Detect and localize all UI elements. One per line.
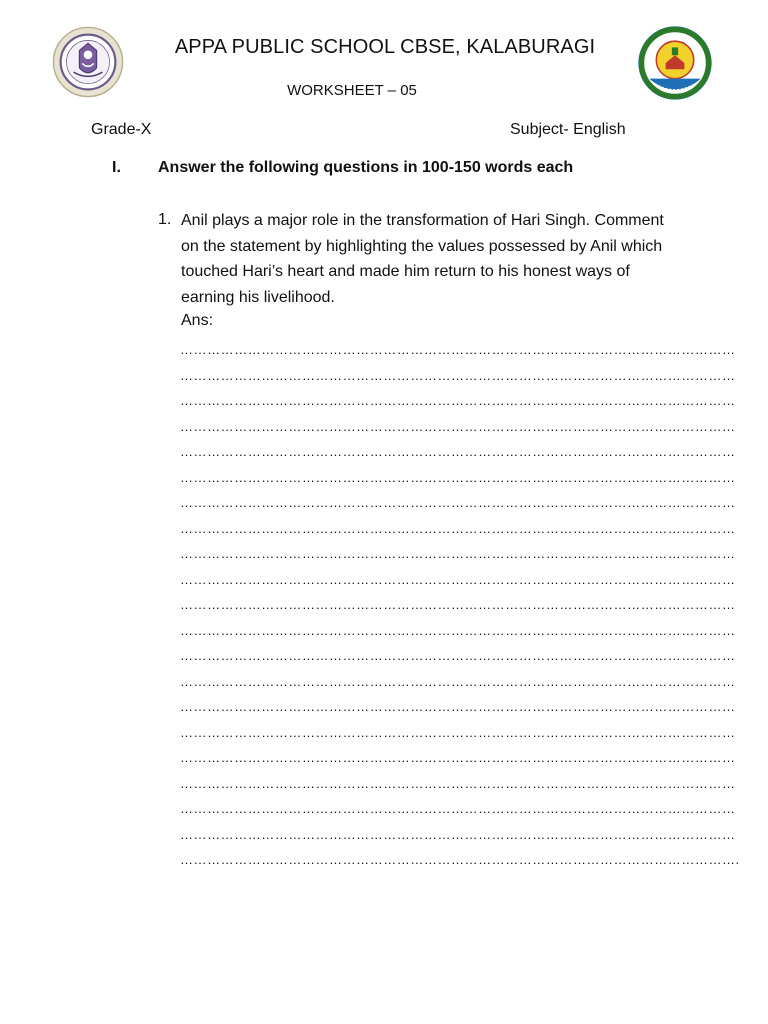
answer-line[interactable]: …………………………………………………………………………………………………………… [180,367,736,383]
answer-line[interactable]: …………………………………………………………………………………………………………… [180,520,736,536]
answer-line[interactable]: …………………………………………………………………………………………………………… [180,801,736,816]
answer-line[interactable]: …………………………………………………………………………………………………………… [180,673,736,689]
answer-line[interactable]: …………………………………………………………………………………………………………… [180,597,736,612]
section-title: Answer the following questions in 100-150 words each [158,159,574,176]
answer-line[interactable]: …………………………………………………………………………………………………………… [180,418,736,434]
answer-line[interactable]: …………………………………………………………………………………………………………… [180,622,736,638]
worksheet-number: WORKSHEET – 05 [287,82,417,99]
answer-line[interactable]: …………………………………………………………………………………………………………… [180,571,736,587]
school-name: APPA PUBLIC SCHOOL CBSE, KALABURAGI [174,36,596,58]
answer-line[interactable]: …………………………………………………………………………………………………………… [180,750,736,765]
answer-line[interactable]: …………………………………………………………………………………………………………… [180,495,736,510]
answer-line[interactable]: …………………………………………………………………………………………………………… [180,469,736,485]
answer-line[interactable]: …………………………………………………………………………………………………………… [180,546,736,561]
cbse-board-emblem-icon [636,24,714,102]
answer-line[interactable]: …………………………………………………………………………………………………………… [180,775,736,791]
answer-line[interactable]: …………………………………………………………………………………………………………… [180,444,736,459]
answer-lines [180,337,740,873]
answer-line[interactable]: …………………………………………………………………………………………………………… [180,699,736,714]
grade-label: Grade-X [91,121,152,138]
answer-label: Ans: [181,312,214,329]
section-number: I. [112,159,121,176]
answer-line[interactable]: …………………………………………………………………………………………………………… [180,724,736,740]
answer-line[interactable]: …………………………………………………………………………………………………………… [180,648,736,663]
appa-school-emblem-icon [52,26,124,98]
subject-label: Subject- English [510,121,626,138]
question-text: Anil plays a major role in the transformation of Hari Singh. Comment on the statement by highlighting the values possessed by Anil which touched Hari’s heart and made him return to his honest ways of earning his livelihood. [181,212,664,306]
answer-line[interactable]: ……………………………………………………………………………………………………………. [180,852,740,867]
answer-line[interactable]: …………………………………………………………………………………………………………… [180,342,736,357]
answer-line[interactable]: …………………………………………………………………………………………………………… [180,393,736,408]
answer-line[interactable]: …………………………………………………………………………………………………………… [180,826,736,842]
question-number: 1. [158,211,172,228]
